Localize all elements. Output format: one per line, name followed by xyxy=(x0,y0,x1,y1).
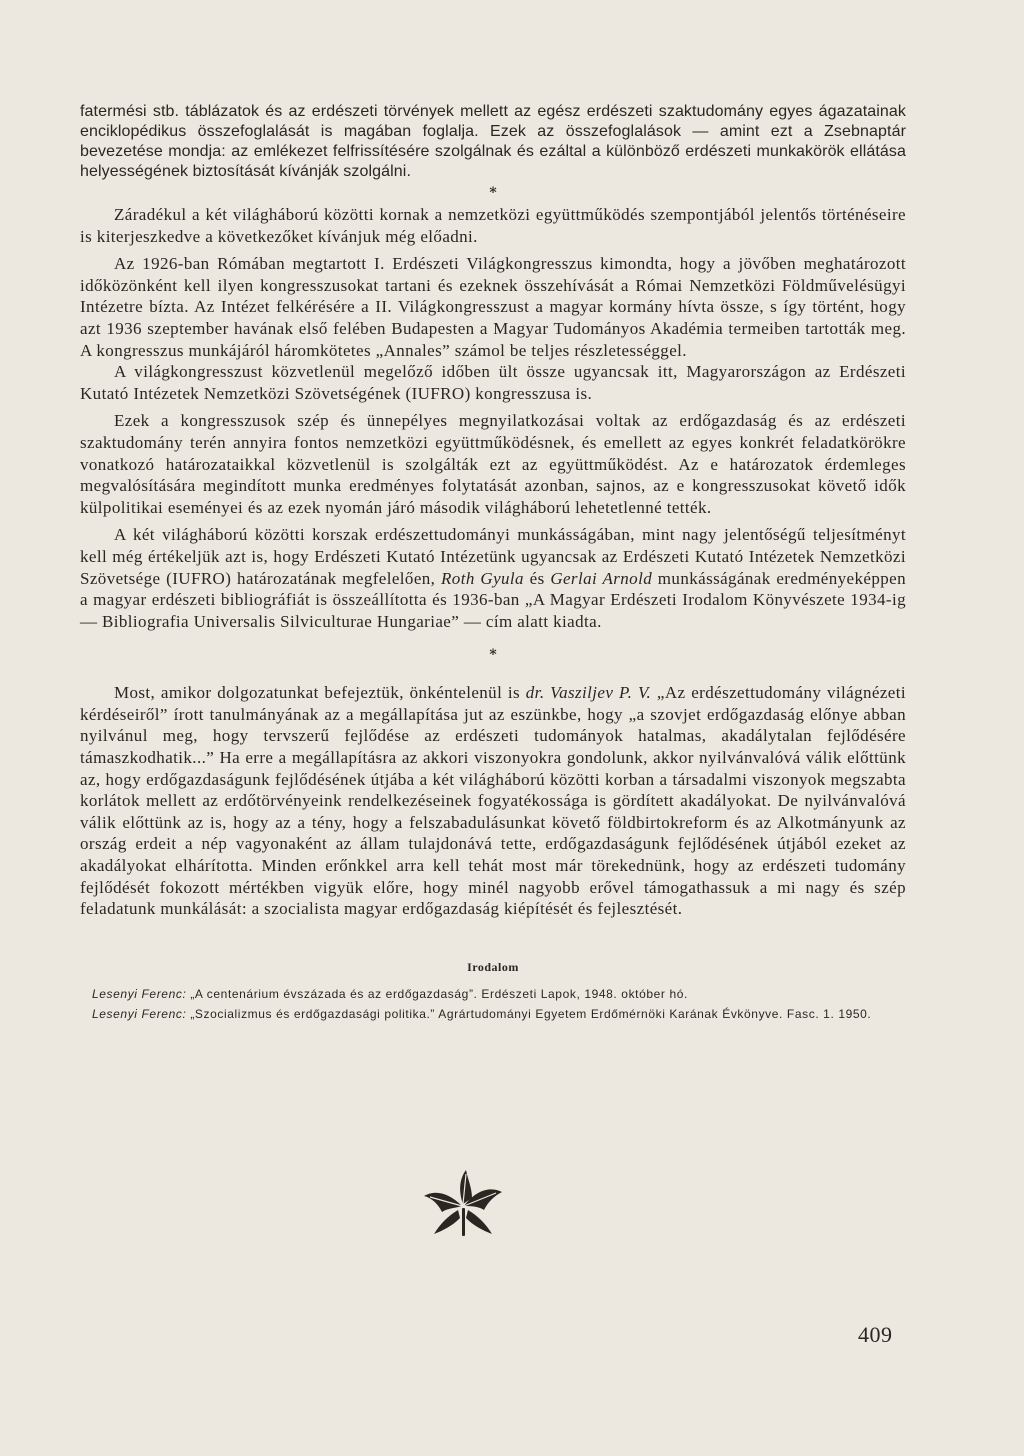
paragraph-closing-intro: Záradékul a két világháború közötti kornak a nemzetközi együttműködés szempontjából jelentős történéseire is kiterjeszkedve a következőket kívánjuk még előadni. xyxy=(80,205,906,246)
reference-text: „A centenárium évszázada és az erdőgazdaság”. Erdészeti Lapok, 1948. október hó. xyxy=(186,986,688,1001)
text-run: és xyxy=(523,568,551,588)
text-column xyxy=(80,102,906,1027)
text-run: A két világháború közötti korszak erdészettudományi munkásságában, mint nagy jelentőségű teljesítményt kell még értékeljük azt is, hogy Erdészeti Kutató Intézetünk ugyancsak az Erdészeti Kutató Intézetek Nemzetközi Szövetsége (IUFRO) határozatának megfelelően, xyxy=(80,525,906,588)
reference-author: Lesenyi Ferenc: xyxy=(92,986,187,1001)
text-run: munkásságának eredményeképpen a magyar erdészeti bibliográfiát is összeállította és 1936-ban „A Magyar Erdészeti Irodalom Könyvészete 1934-ig — Bibliografia Universalis Silviculturae Hungariae” — cím alatt kiadta. xyxy=(80,568,906,631)
paragraph-bibliography xyxy=(80,524,906,632)
reference-item xyxy=(80,987,906,1001)
paragraph-iufro: A világkongresszust közvetlenül megelőző időben ült össze ugyancsak itt, Magyarországon az Erdészeti Kutató Intézetek Nemzetközi Szövetségének (IUFRO) kongresszusa is. xyxy=(80,362,906,403)
paragraph-world-congress: Az 1926-ban Rómában megtartott I. Erdészeti Világkongresszus kimondta, hogy a jövőben meghatározott időközönként kell ilyen kongresszusokat tartani és ezeknek összehívását a Római Nemzetközi Földművelésügyi Intézetre bízta. Az Intézet felkérésére a II. Világkongresszust a magyar kormány hívta össze, s így történt, hogy azt 1936 szeptember havának első felében Budapesten a Magyar Tudományos Akadémia termeiben tartották meg. A kongresszus munkájáról háromkötetes „Annales” számol be teljes részletességgel. xyxy=(80,254,906,360)
references-title: Irodalom xyxy=(467,959,519,974)
text-run: „Az erdészettudomány világnézeti kérdéseiről” írott tanulmányának az a megállapítása jut az eszünkbe, hogy „a szovjet erdőgazdaság előnye abban nyilvánul meg, hogy tervszerű fejlődése az erdészeti tudományok hatalmas, akadálytalan fejlődésére támaszkodhatik...” Ha erre a megállapításra az akkori viszonyokra gondolunk, akkor nyilvánvalóvá válik előttünk az, hogy erdőgazdaságunk fejlődésének útjába a két világháború közötti korban a társadalmi viszonyok megszabta korlátok mellett az erdőtörvényeink rendelkezéseinek fogyatékossága is gördített akadályokat. De nyilvánvalóvá válik előttünk az is, hogy az a tény, hogy a felszabadulásunkat követő földbirtokreform és az Alkotmányunk az ország erdeit a nép vagyonaként az állam tulajdonává tette, erdőgazdaságunk fejlődésének útjából ezeket az akadályokat elhárította. Minden erőnkkel arra kell tehát most már törekednünk, hogy az erdészeti tudomány fejlődését fokozott mértékben vigyük előre, hogy minél nagyobb erővel támogathassuk a mi nagy és szép feladatunk munkálását: a szocialista magyar erdőgazdaság kiépítését és fejlesztését. xyxy=(80,683,906,919)
page-number: 409 xyxy=(858,1322,893,1347)
reference-author: Lesenyi Ferenc: xyxy=(92,1006,187,1021)
author-name: Roth Gyula xyxy=(441,568,524,588)
paragraph-intro: fatermési stb. táblázatok és az erdészeti törvények mellett az egész erdészeti szaktudomány egyes ágazatainak enciklopédikus összefoglalását is magában foglalja. Ezek az összefoglalások — amint ezt a Zsebnaptár bevezetése mondja: az emlékezet felfrissítésére szolgálnak és ezáltal a különböző erdészeti munkakörök ellátása helyességének biztosítását kívánják szolgálni. xyxy=(80,103,906,180)
author-name: Gerlai Arnold xyxy=(550,568,653,588)
text-run: Most, amikor dolgozatunkat befejeztük, önkéntelenül is xyxy=(114,683,526,703)
leaf-ornament-icon xyxy=(418,1168,508,1240)
section-separator: * xyxy=(489,185,497,201)
author-name: dr. Vasziljev P. V. xyxy=(525,683,652,703)
reference-item xyxy=(80,1007,906,1021)
paragraph-conclusion xyxy=(80,682,906,920)
paragraph-cooperation: Ezek a kongresszusok szép és ünnepélyes megnyilatkozásai voltak az erdőgazdaság és az erdészeti szaktudomány terén annyira fontos nemzetközi együttműködésnek, és emellett az egyes konkrét feladatkörökre vonatkozó határozataikkal közvetlenül is szolgálták ezt az együttműködést. Az e határozatok érdemleges megvalósítására megindított munka eredményes folytatását azonban, sajnos, az e kongresszusokat követő idők külpolitikai eseményei és az ezek nyomán járó második világháború lehetetlenné tették. xyxy=(80,411,906,517)
reference-text: „Szocializmus és erdőgazdasági politika.” Agrártudományi Egyetem Erdőmérnöki Karának Évkönyve. Fasc. 1. 1950. xyxy=(186,1006,872,1021)
section-separator: * xyxy=(489,647,497,664)
